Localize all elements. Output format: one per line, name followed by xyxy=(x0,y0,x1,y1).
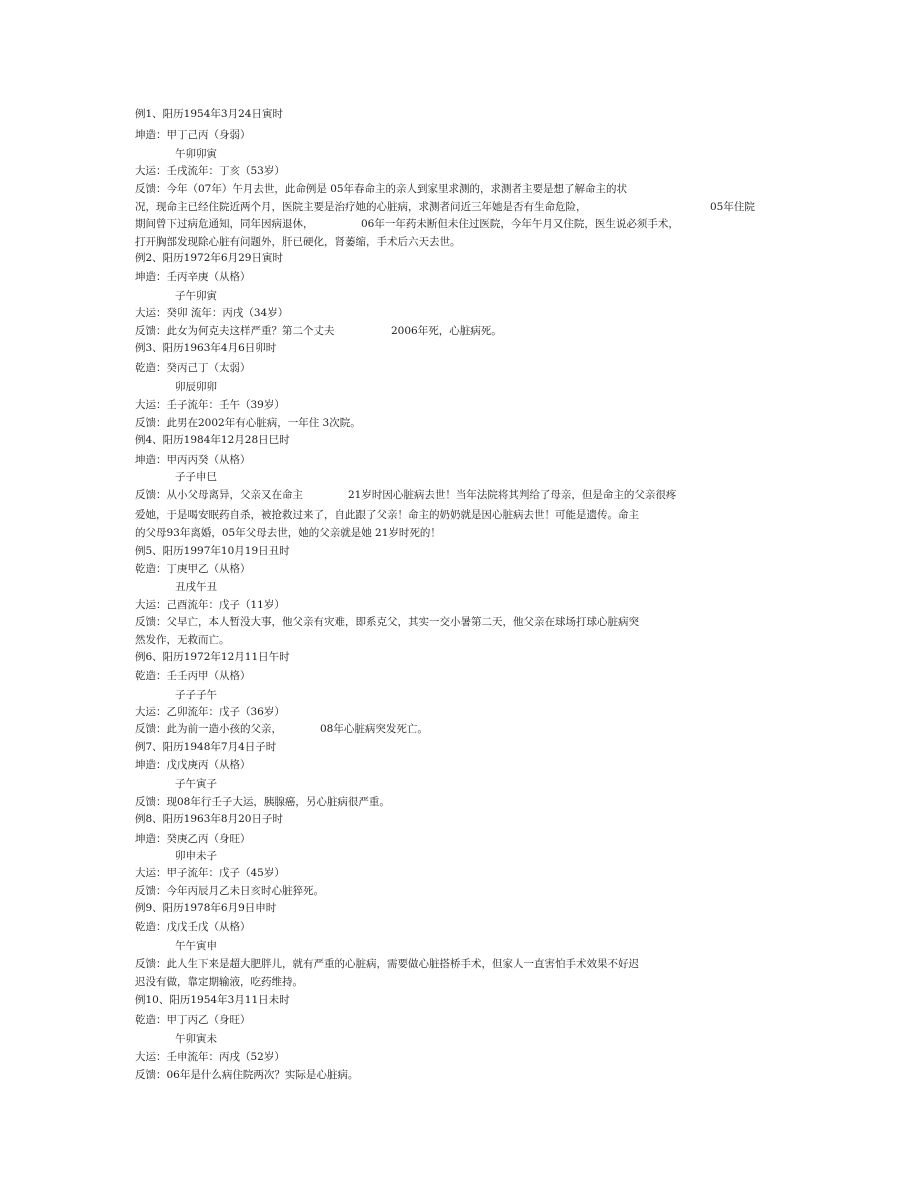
text-line: 大运：壬子流年：壬午（39岁） xyxy=(135,399,285,411)
text-line: 况，现命主已经住院近两个月，医院主要是治疗她的心脏病，求测者问近三年她是否有生命危险， xyxy=(135,201,587,213)
text-line: 2006年死，心脏病死。 xyxy=(391,325,502,337)
text-line: 午卯寅未 xyxy=(175,1033,217,1045)
text-line: 例4、阳历1984年12月28日巳时 xyxy=(135,434,290,446)
text-line: 06年一年药未断但未住过医院，今年午月又住院，医生说必须手术， xyxy=(361,218,679,230)
text-line: 05年住院 xyxy=(710,201,755,213)
text-line: 乾造：壬壬丙甲（从格） xyxy=(135,670,251,682)
text-line: 反馈：现08年行壬子大运，胰腺癌，另心脏病很严重。 xyxy=(135,796,390,808)
text-line: 反馈：此女为何克夫这样严重？第二个丈夫 xyxy=(135,325,335,337)
text-line: 子午寅子 xyxy=(175,778,217,790)
text-line: 反馈：此人生下来是超大肥胖儿，就有严重的心脏病，需要做心脏搭桥手术，但家人一直害怕手术效果不好迟 xyxy=(135,958,639,970)
text-line: 反馈：此男在2002年有心脏病，一年住 3次院。 xyxy=(135,417,361,429)
text-line: 例10、阳历1954年3月11日未时 xyxy=(135,994,290,1006)
text-line: 例5、阳历1997年10月19日丑时 xyxy=(135,545,290,557)
text-line: 然发作，无救而亡。 xyxy=(135,634,230,646)
text-line: 乾造：癸丙己丁（太弱） xyxy=(135,362,251,374)
text-line: 乾造：丁庚甲乙（从格） xyxy=(135,563,251,575)
text-line: 21岁时因心脏病去世！当年法院将其判给了母亲，但是命主的父亲很疼 xyxy=(348,489,677,501)
text-line: 午午寅申 xyxy=(175,940,217,952)
text-line: 例7、阳历1948年7月4日子时 xyxy=(135,741,277,753)
text-line: 大运：壬戌流年：丁亥（53岁） xyxy=(135,165,285,177)
text-line: 例2、阳历1972年6月29日寅时 xyxy=(135,252,283,264)
text-line: 坤造：甲丙丙癸（从格） xyxy=(135,454,251,466)
text-line: 反馈：此为前一造小孩的父亲， xyxy=(135,723,282,735)
text-line: 例3、阳历1963年4月6日卯时 xyxy=(135,342,277,354)
text-line: 卯申未子 xyxy=(175,850,217,862)
text-line: 迟没有做，靠定期输液，吃药维持。 xyxy=(135,976,303,988)
text-line: 例9、阳历1978年6月9日申时 xyxy=(135,902,277,914)
text-line: 午卯卯寅 xyxy=(175,148,217,160)
text-line: 子子申巳 xyxy=(175,471,217,483)
text-line: 乾造：甲丁丙乙（身旺） xyxy=(135,1014,251,1026)
text-line: 期间曾下过病危通知，同年因病退休， xyxy=(135,218,314,230)
text-line: 坤造：壬丙辛庚（从格） xyxy=(135,271,251,283)
text-line: 08年心脏病突发死亡。 xyxy=(320,723,428,735)
text-line: 卯辰卯卯 xyxy=(175,381,217,393)
text-line: 爱她，于是喝安眠药自杀，被抢救过来了，自此跟了父亲！命主的奶奶就是因心脏病去世！可能是遗传。命主 xyxy=(135,509,639,521)
text-line: 打开胸部发现除心脏有问题外，肝已硬化，肾萎缩，手术后六天去世。 xyxy=(135,236,461,248)
text-line: 反馈：今年（07年）午月去世，此命例是 05年春命主的亲人到家里求测的，求测者主要是想了解命主的状 xyxy=(135,183,628,195)
text-line: 大运：乙卯流年：戊子（36岁） xyxy=(135,706,285,718)
text-line: 坤造：戊戊庚丙（从格） xyxy=(135,759,251,771)
text-line: 大运：己酉流年：戊子（11岁） xyxy=(135,599,285,611)
text-line: 大运：甲子流年：戊子（45岁） xyxy=(135,867,285,879)
text-line: 丑戌午丑 xyxy=(175,581,217,593)
text-line: 反馈：从小父母离异，父亲又在命主 xyxy=(135,489,303,501)
text-line: 大运：壬申流年：丙戌（52岁） xyxy=(135,1051,285,1063)
text-line: 例1、阳历1954年3月24日寅时 xyxy=(135,108,283,120)
text-line: 子子子午 xyxy=(175,689,217,701)
text-line: 乾造：戊戊壬戊（从格） xyxy=(135,921,251,933)
text-line: 子午卯寅 xyxy=(175,290,217,302)
text-line: 例6、阳历1972年12月11日午时 xyxy=(135,651,290,663)
text-line: 反馈：今年丙辰月乙未日亥时心脏猝死。 xyxy=(135,885,324,897)
text-line: 反馈：06年是什么病住院两次？实际是心脏病。 xyxy=(135,1069,359,1081)
text-line: 坤造：甲丁己丙（身弱） xyxy=(135,129,251,141)
text-line: 反馈：父早亡，本人暂没大事，他父亲有灾难，即系克父，其实一交小暑第二天，他父亲在球场打球心脏病突 xyxy=(135,616,639,628)
text-line: 的父母93年离婚，05年父母去世，她的父亲就是她 21岁时死的！ xyxy=(135,527,441,539)
text-line: 例8、阳历1963年8月20日子时 xyxy=(135,813,283,825)
text-line: 大运：癸卯 流年：丙戌（34岁） xyxy=(135,307,289,319)
text-line: 坤造：癸庚乙丙（身旺） xyxy=(135,833,251,845)
